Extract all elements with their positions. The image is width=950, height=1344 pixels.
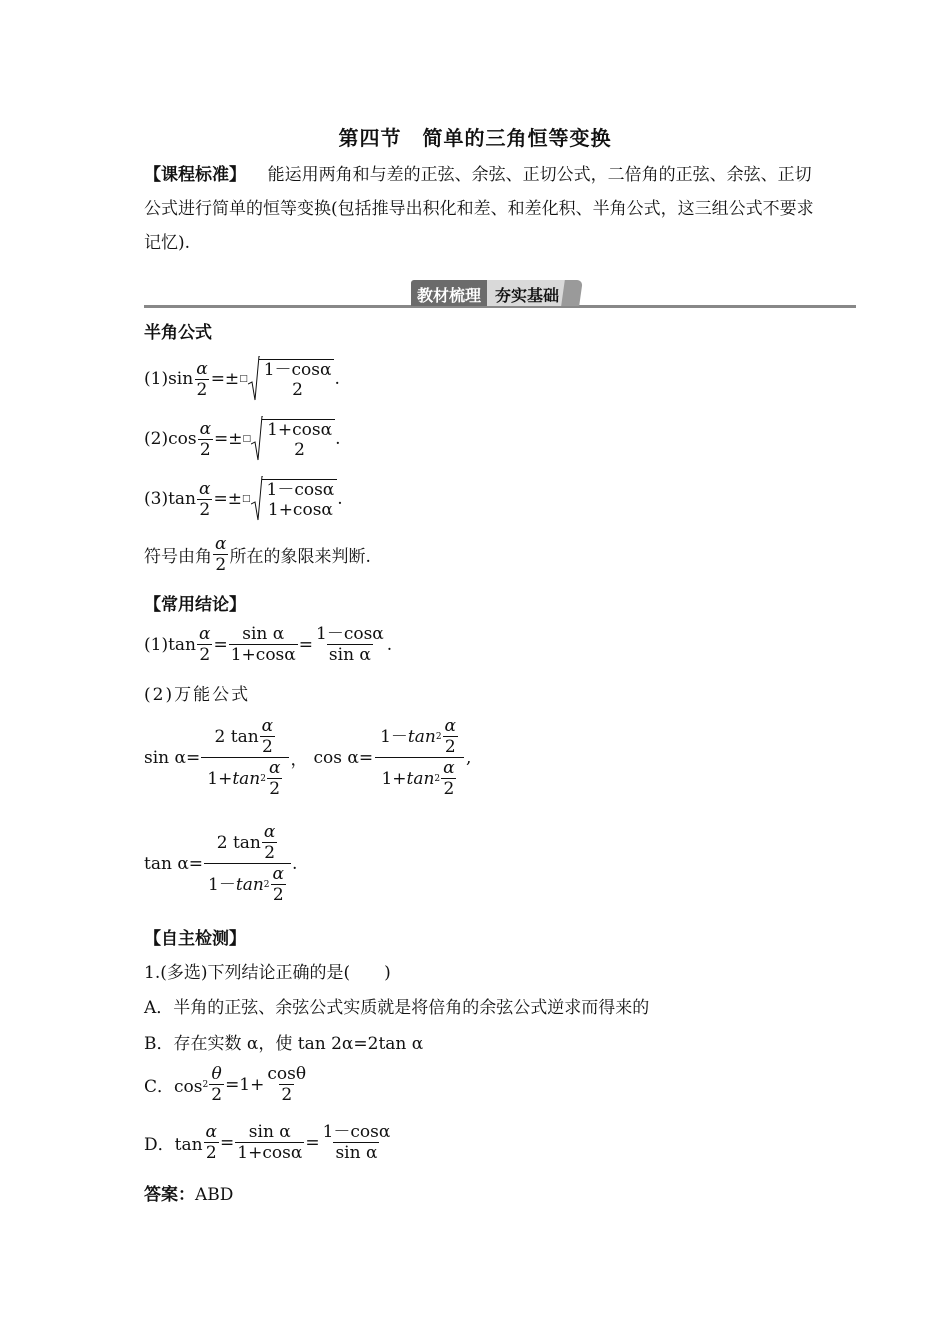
formula-universal-sin-cos: sin α= 2 tan α 2 1+ tan 2 α 2 ， cos α= 1－ tan 2 α 2 1+ tan 2 α 2 , xyxy=(144,716,472,799)
self-check-heading: 【自主检测】 xyxy=(144,929,246,949)
sign-note: 符号由角 α 2 所在的象限来判断. xyxy=(144,534,371,575)
answer: 答案：ABD xyxy=(144,1185,234,1205)
fraction-alpha-over-2: $\frac{\alpha}{2}$ xyxy=(196,358,208,400)
formula-cos-half: (2)cos $\frac{\alpha}{2}$ =± □ 1+cosα 2 . xyxy=(144,416,341,462)
banner-left: 教材梳理 xyxy=(411,280,487,306)
formula-universal-tan: tan α= 2 tan α 2 1－ tan 2 α 2 . xyxy=(144,822,298,905)
page-title: 第四节 简单的三角恒等变换 xyxy=(338,126,612,150)
banner-right: 夯实基础 xyxy=(487,280,567,306)
sqrt: □ 1－cosα 1+cosα xyxy=(242,476,337,522)
course-standard xyxy=(144,158,814,260)
option-b: B．存在实数 α，使 tan 2α=2tan α xyxy=(144,1034,424,1054)
formula-sin-half: (1)sin $\frac{\alpha}{2}$ =± □ 1－cosα 2 . xyxy=(144,356,340,402)
course-standard-text: 能运用两角和与差的正弦、余弦、正切公式，二倍角的正弦、余弦、正切公式进行简单的恒等变换(包括推导出积化和差、和差化积、半角公式，这三组公式不要求记忆). xyxy=(144,165,814,253)
option-c: C．cos 2 $\frac{\theta}{2}$ =1+ $\frac{\cos\theta}{2}$ xyxy=(144,1064,307,1105)
option-d: D．tan $\frac{\alpha}{2}$ = $\frac{\text{sin α}}{1+\cos\alpha}$ = $\frac{1-\cos\alpha}{\text{sin α}}$ xyxy=(144,1122,391,1163)
course-standard-label: 【课程标准】 xyxy=(144,165,246,185)
sqrt: □ 1－cosα 2 xyxy=(239,356,334,402)
sqrt: □ 1+cosα 2 xyxy=(243,416,336,462)
question-1: 1.(多选)下列结论正确的是( ) xyxy=(144,963,391,983)
formula-tan-half-alt: (1)tan $\frac{\alpha}{2}$ = $\frac{\text{sin α}}{1+\cos\alpha}$ = $\frac{1-\cos\alpha}{\text{sin α}}$ . xyxy=(144,624,393,665)
conclusion-heading: 【常用结论】 xyxy=(144,595,246,615)
banner-tab-decoration xyxy=(561,280,583,306)
universal-formula-label: (2)万能公式 xyxy=(144,685,251,705)
section-banner xyxy=(411,280,581,306)
formula-tan-half: (3)tan $\frac{\alpha}{2}$ =± □ 1－cosα 1+cosα . xyxy=(144,476,343,522)
option-a: A．半角的正弦、余弦公式实质就是将倍角的余弦公式逆求而得来的 xyxy=(144,998,650,1018)
half-angle-heading: 半角公式 xyxy=(144,323,212,343)
